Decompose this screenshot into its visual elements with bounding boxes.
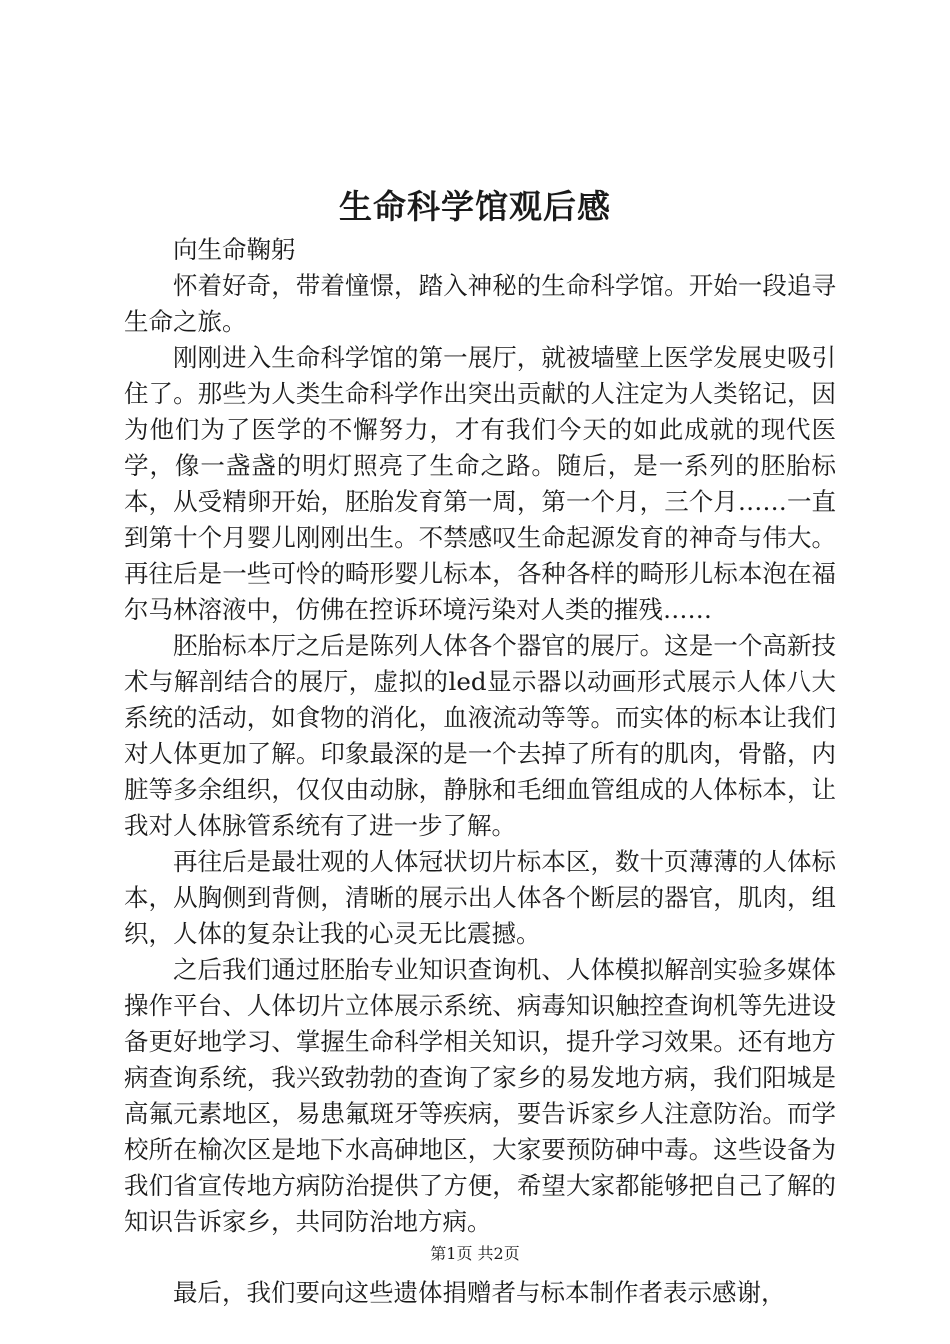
body-paragraph: 再往后是最壮观的人体冠状切片标本区，数十页薄薄的人体标本，从胸侧到背侧，清晰的展示出人体各个断层的器官，肌肉，组织，人体的复杂让我的心灵无比震撼。	[124, 847, 836, 948]
page-number-footer: 第1页 共2页	[430, 1244, 520, 1263]
body-paragraph: 之后我们通过胚胎专业知识查询机、人体模拟解剖实验多媒体操作平台、人体切片立体展示系统、病毒知识触控查询机等先进设备更好地学习、掌握生命科学相关知识，提升学习效果。还有地方病查询系统，我兴致勃勃的查询了家乡的易发地方病，我们阳城是高氟元素地区，易患氟斑牙等疾病，要告诉家乡人注意防治。而学校所在榆次区是地下水高砷地区，大家要预防砷中毒。这些设备为我们省宣传地方病防治提供了方便，希望大家都能够把自己了解的知识告诉家乡，共同防治地方病。	[124, 955, 836, 1236]
body-paragraph: 刚刚进入生命科学馆的第一展厅，就被墙壁上医学发展史吸引住了。那些为人类生命科学作出突出贡献的人注定为人类铭记，因为他们为了医学的不懈努力，才有我们今天的如此成就的现代医学，像一盏盏的明灯照亮了生命之路。随后，是一系列的胚胎标本，从受精卵开始，胚胎发育第一周，第一个月，三个月……一直到第十个月婴儿刚刚出生。不禁感叹生命起源发育的神奇与伟大。再往后是一些可怜的畸形婴儿标本，各种各样的畸形儿标本泡在福尔马林溶液中，仿佛在控诉环境污染对人类的摧残……	[124, 343, 836, 624]
subtitle-paragraph: 向生命鞠躬	[173, 235, 296, 264]
body-paragraph: 胚胎标本厅之后是陈列人体各个器官的展厅。这是一个高新技术与解剖结合的展厅，虚拟的led显示器以动画形式展示人体八大系统的活动，如食物的消化，血液流动等等。而实体的标本让我们对人体更加了解。印象最深的是一个去掉了所有的肌肉，骨骼，内脏等多余组织，仅仅由动脉，静脉和毛细血管组成的人体标本，让我对人体脉管系统有了进一步了解。	[124, 631, 836, 840]
body-paragraph: 怀着好奇，带着憧憬，踏入神秘的生命科学馆。开始一段追寻生命之旅。	[124, 271, 836, 336]
document-title: 生命科学馆观后感	[339, 187, 611, 226]
body-paragraph: 最后，我们要向这些遗体捐赠者与标本制作者表示感谢，	[173, 1278, 786, 1307]
document-body	[124, 232, 836, 1311]
